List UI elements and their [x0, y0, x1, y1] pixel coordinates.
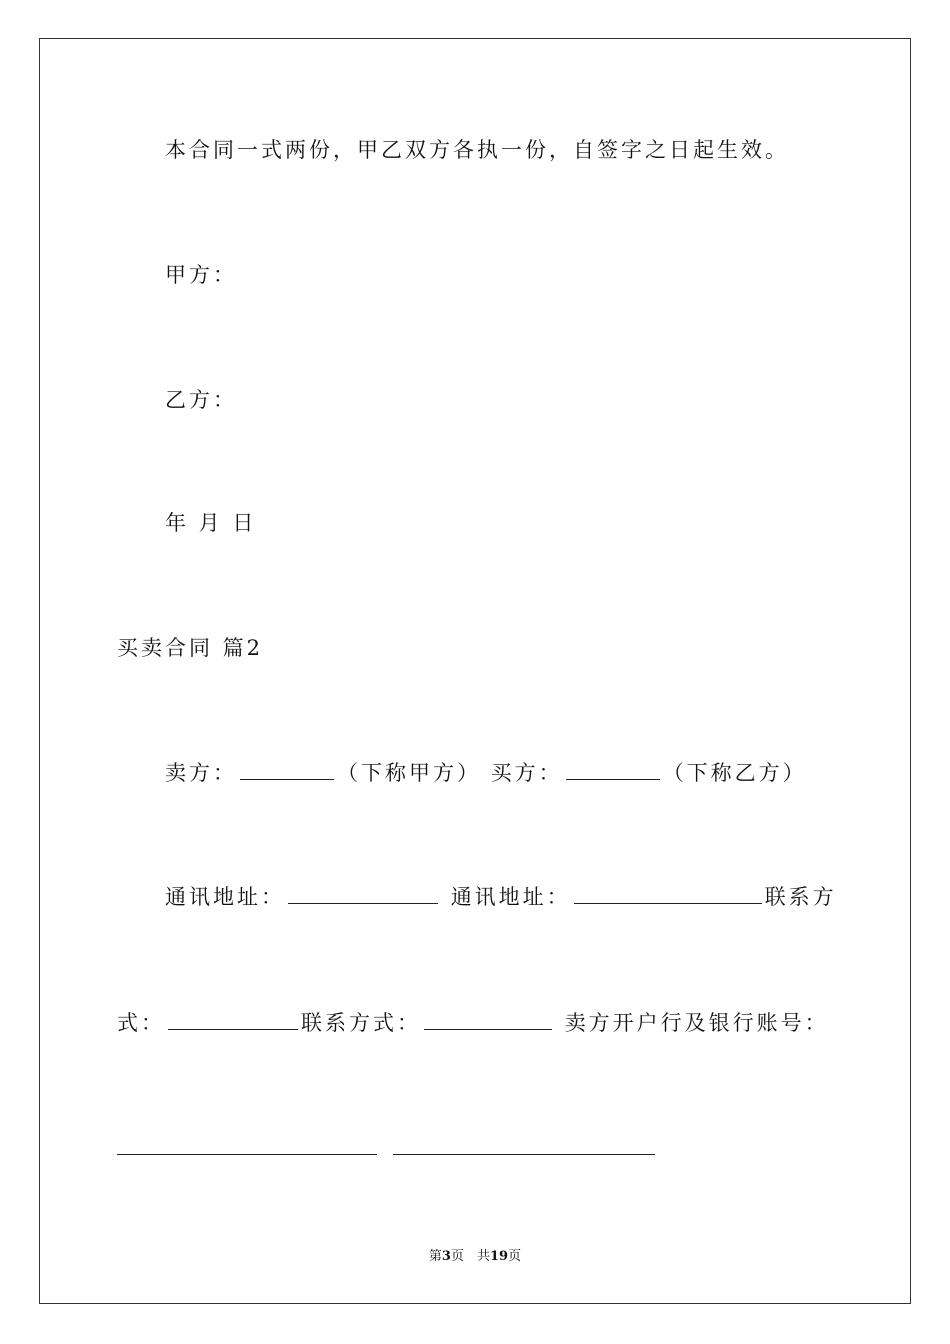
party-b-label: 乙方： — [165, 388, 237, 412]
bank-blank-2 — [393, 1138, 655, 1155]
page-prefix: 第 — [428, 1249, 442, 1264]
buyer-address-blank — [574, 887, 762, 904]
buyer-name-blank — [566, 763, 660, 780]
page-mid: 页 共 — [450, 1249, 490, 1264]
bank-blank-1 — [117, 1138, 377, 1155]
page-number: 3 — [441, 1249, 451, 1264]
buyer-note: （下称乙方） — [662, 761, 807, 785]
page-total: 19 — [489, 1249, 509, 1264]
buyer-label: 买方： — [490, 761, 563, 785]
contact-label-part1: 联系方 — [764, 885, 837, 909]
seller-address-blank — [288, 887, 438, 904]
seller-address-label: 通讯地址： — [165, 885, 285, 909]
buyer-contact-blank — [424, 1013, 552, 1030]
page-suffix: 页 — [508, 1249, 522, 1264]
page-footer — [0, 1250, 950, 1263]
seller-label: 卖方： — [165, 761, 237, 785]
party-a-label: 甲方： — [165, 263, 237, 287]
contact-line — [117, 1013, 829, 1034]
seller-buyer-line — [165, 763, 807, 784]
seller-contact-blank — [168, 1013, 298, 1030]
page-border — [39, 38, 911, 1304]
seller-name-blank — [240, 763, 334, 780]
contact-label-part2: 式： — [117, 1011, 165, 1035]
seller-bank-label: 卖方开户行及银行账号： — [564, 1011, 829, 1035]
paragraph-validity: 本合同一式两份，甲乙双方各执一份，自签字之日起生效。 — [165, 138, 789, 162]
buyer-address-label: 通讯地址： — [450, 885, 571, 909]
seller-note: （下称甲方） — [337, 761, 481, 785]
bank-account-line — [117, 1138, 658, 1159]
section-title: 买卖合同 篇2 — [117, 636, 264, 660]
address-line — [165, 887, 837, 908]
date-line: 年 月 日 — [165, 511, 257, 535]
buyer-contact-label: 联系方式： — [301, 1011, 421, 1035]
